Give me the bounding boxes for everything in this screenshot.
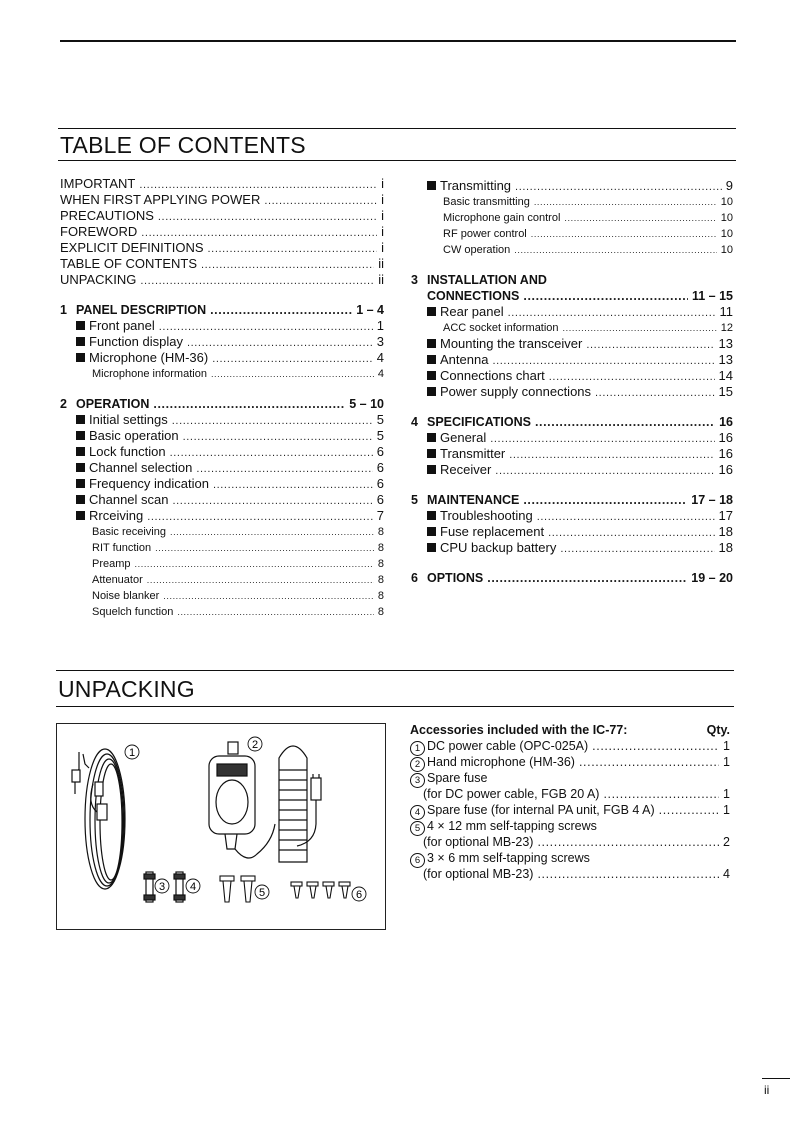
- callout-5: 5: [258, 887, 266, 899]
- toc-entry[interactable]: Rrceiving ..... 7: [60, 508, 384, 524]
- toc-section-1[interactable]: 1 PANEL DESCRIPTION ..... 1 – 4: [60, 302, 384, 318]
- accessory-item: 1 DC power cable (OPC-025A) ..... 1: [410, 738, 730, 754]
- toc-entry[interactable]: Troubleshooting ..... 17: [411, 508, 733, 524]
- accessory-item: 5 4 × 12 mm self-tapping screws: [410, 818, 730, 834]
- bullet-square-icon: [427, 433, 436, 442]
- top-rule: [60, 40, 736, 42]
- bullet-square-icon: [76, 321, 85, 330]
- bullet-square-icon: [76, 337, 85, 346]
- toc-entry[interactable]: CPU backup battery ..... 18: [411, 540, 733, 556]
- toc-subentry[interactable]: Microphone information ..... 4: [60, 366, 384, 382]
- bullet-square-icon: [76, 415, 85, 424]
- accessory-item: 3 Spare fuse: [410, 770, 730, 786]
- toc-subentry[interactable]: CW operation ..... 10: [411, 242, 733, 258]
- toc-entry[interactable]: Lock function ..... 6: [60, 444, 384, 460]
- bullet-square-icon: [427, 387, 436, 396]
- toc-entry[interactable]: Rear panel ..... 11: [411, 304, 733, 320]
- bullet-square-icon: [76, 495, 85, 504]
- bullet-square-icon: [76, 463, 85, 472]
- toc-entry[interactable]: IMPORTANT ..... i: [60, 176, 384, 192]
- toc-entry[interactable]: UNPACKING ..... ii: [60, 272, 384, 288]
- toc-subentry[interactable]: Microphone gain control ..... 10: [411, 210, 733, 226]
- toc-entry[interactable]: Transmitting ..... 9: [411, 178, 733, 194]
- accessories-heading: Accessories included with the IC-77: Qty.: [410, 723, 730, 737]
- toc-entry[interactable]: Transmitter ..... 16: [411, 446, 733, 462]
- toc-entry[interactable]: Frequency indication ..... 6: [60, 476, 384, 492]
- toc-subentry[interactable]: Noise blanker ..... 8: [60, 588, 384, 604]
- bullet-square-icon: [76, 353, 85, 362]
- bullet-square-icon: [427, 339, 436, 348]
- unpacking-rule: [56, 670, 734, 671]
- toc-subentry[interactable]: Attenuator ..... 8: [60, 572, 384, 588]
- hand-microphone-icon: [209, 742, 321, 862]
- toc-entry[interactable]: FOREWORD ..... i: [60, 224, 384, 240]
- toc-subentry[interactable]: RIT function ..... 8: [60, 540, 384, 556]
- bullet-square-icon: [76, 431, 85, 440]
- toc-entry[interactable]: Initial settings ..... 5: [60, 412, 384, 428]
- toc-entry[interactable]: Microphone (HM-36) ..... 4: [60, 350, 384, 366]
- accessories-figure: [56, 723, 386, 930]
- bullet-square-icon: [76, 479, 85, 488]
- bullet-square-icon: [427, 465, 436, 474]
- toc-subentry[interactable]: Basic receiving ..... 8: [60, 524, 384, 540]
- bullet-square-icon: [427, 181, 436, 190]
- toc-subentry[interactable]: RF power control ..... 10: [411, 226, 733, 242]
- toc-entry[interactable]: Basic operation ..... 5: [60, 428, 384, 444]
- bullet-square-icon: [427, 449, 436, 458]
- toc-title: TABLE OF CONTENTS: [60, 132, 306, 158]
- toc-section-6[interactable]: 6 OPTIONS ..... 19 – 20: [411, 570, 733, 586]
- screw-4x12-icon: [220, 876, 255, 902]
- callout-2: 2: [251, 739, 259, 751]
- accessories-list: [410, 722, 730, 882]
- unpacking-title: UNPACKING: [58, 676, 195, 702]
- toc-entry[interactable]: Power supply connections ..... 15: [411, 384, 733, 400]
- accessory-item-cont: (for optional MB-23) ..... 4: [410, 866, 730, 882]
- toc-entry[interactable]: Mounting the transceiver ..... 13: [411, 336, 733, 352]
- unpacking-title-underline: [56, 706, 734, 707]
- toc-entry[interactable]: Channel selection ..... 6: [60, 460, 384, 476]
- toc-right-column: [411, 178, 733, 586]
- accessory-item: 4 Spare fuse (for internal PA unit, FGB 4 A) ..... 1: [410, 802, 730, 818]
- toc-entry[interactable]: WHEN FIRST APPLYING POWER ..... i: [60, 192, 384, 208]
- toc-entry[interactable]: EXPLICIT DEFINITIONS ..... i: [60, 240, 384, 256]
- toc-section-2[interactable]: 2 OPERATION ..... 5 – 10: [60, 396, 384, 412]
- bullet-square-icon: [427, 307, 436, 316]
- accessories-illustration: [57, 724, 385, 929]
- toc-entry[interactable]: Front panel ..... 1: [60, 318, 384, 334]
- toc-entry[interactable]: PRECAUTIONS ..... i: [60, 208, 384, 224]
- toc-rule: [58, 128, 736, 129]
- toc-section-5[interactable]: 5 MAINTENANCE ..... 17 – 18: [411, 492, 733, 508]
- screw-3x6-icon: [291, 882, 350, 898]
- toc-entry[interactable]: Channel scan ..... 6: [60, 492, 384, 508]
- toc-subentry[interactable]: Squelch function ..... 8: [60, 604, 384, 620]
- callout-3: 3: [158, 881, 166, 893]
- toc-entry[interactable]: Receiver ..... 16: [411, 462, 733, 478]
- toc-subentry[interactable]: Preamp ..... 8: [60, 556, 384, 572]
- toc-entry[interactable]: Connections chart ..... 14: [411, 368, 733, 384]
- callout-4: 4: [189, 881, 197, 893]
- toc-left-column: [60, 176, 384, 620]
- toc-subentry[interactable]: Basic transmitting ..... 10: [411, 194, 733, 210]
- bullet-square-icon: [427, 543, 436, 552]
- toc-entry[interactable]: Antenna ..... 13: [411, 352, 733, 368]
- accessory-item: 2 Hand microphone (HM-36) ..... 1: [410, 754, 730, 770]
- bullet-square-icon: [76, 511, 85, 520]
- accessory-item-cont: (for DC power cable, FGB 20 A) ..... 1: [410, 786, 730, 802]
- toc-section-3[interactable]: CONNECTIONS ..... 11 – 15: [411, 288, 733, 304]
- toc-entry[interactable]: TABLE OF CONTENTS ..... ii: [60, 256, 384, 272]
- dc-power-cable-icon: [72, 749, 125, 889]
- toc-subentry[interactable]: ACC socket information ..... 12: [411, 320, 733, 336]
- callout-1: 1: [128, 747, 136, 759]
- toc-entry[interactable]: General ..... 16: [411, 430, 733, 446]
- bullet-square-icon: [427, 355, 436, 364]
- toc-section-3-line1[interactable]: 3 INSTALLATION AND: [411, 273, 547, 287]
- bullet-square-icon: [427, 511, 436, 520]
- toc-section-4[interactable]: 4 SPECIFICATIONS ..... 16: [411, 414, 733, 430]
- toc-entry[interactable]: Function display ..... 3: [60, 334, 384, 350]
- bullet-square-icon: [76, 447, 85, 456]
- accessory-item-cont: (for optional MB-23) ..... 2: [410, 834, 730, 850]
- bullet-square-icon: [427, 527, 436, 536]
- page-number-rule: [762, 1078, 790, 1079]
- toc-entry[interactable]: Fuse replacement ..... 18: [411, 524, 733, 540]
- callout-6: 6: [355, 889, 363, 901]
- toc-title-underline: [58, 160, 736, 161]
- accessory-item: 6 3 × 6 mm self-tapping screws: [410, 850, 730, 866]
- bullet-square-icon: [427, 371, 436, 380]
- page-number: ii: [764, 1083, 770, 1097]
